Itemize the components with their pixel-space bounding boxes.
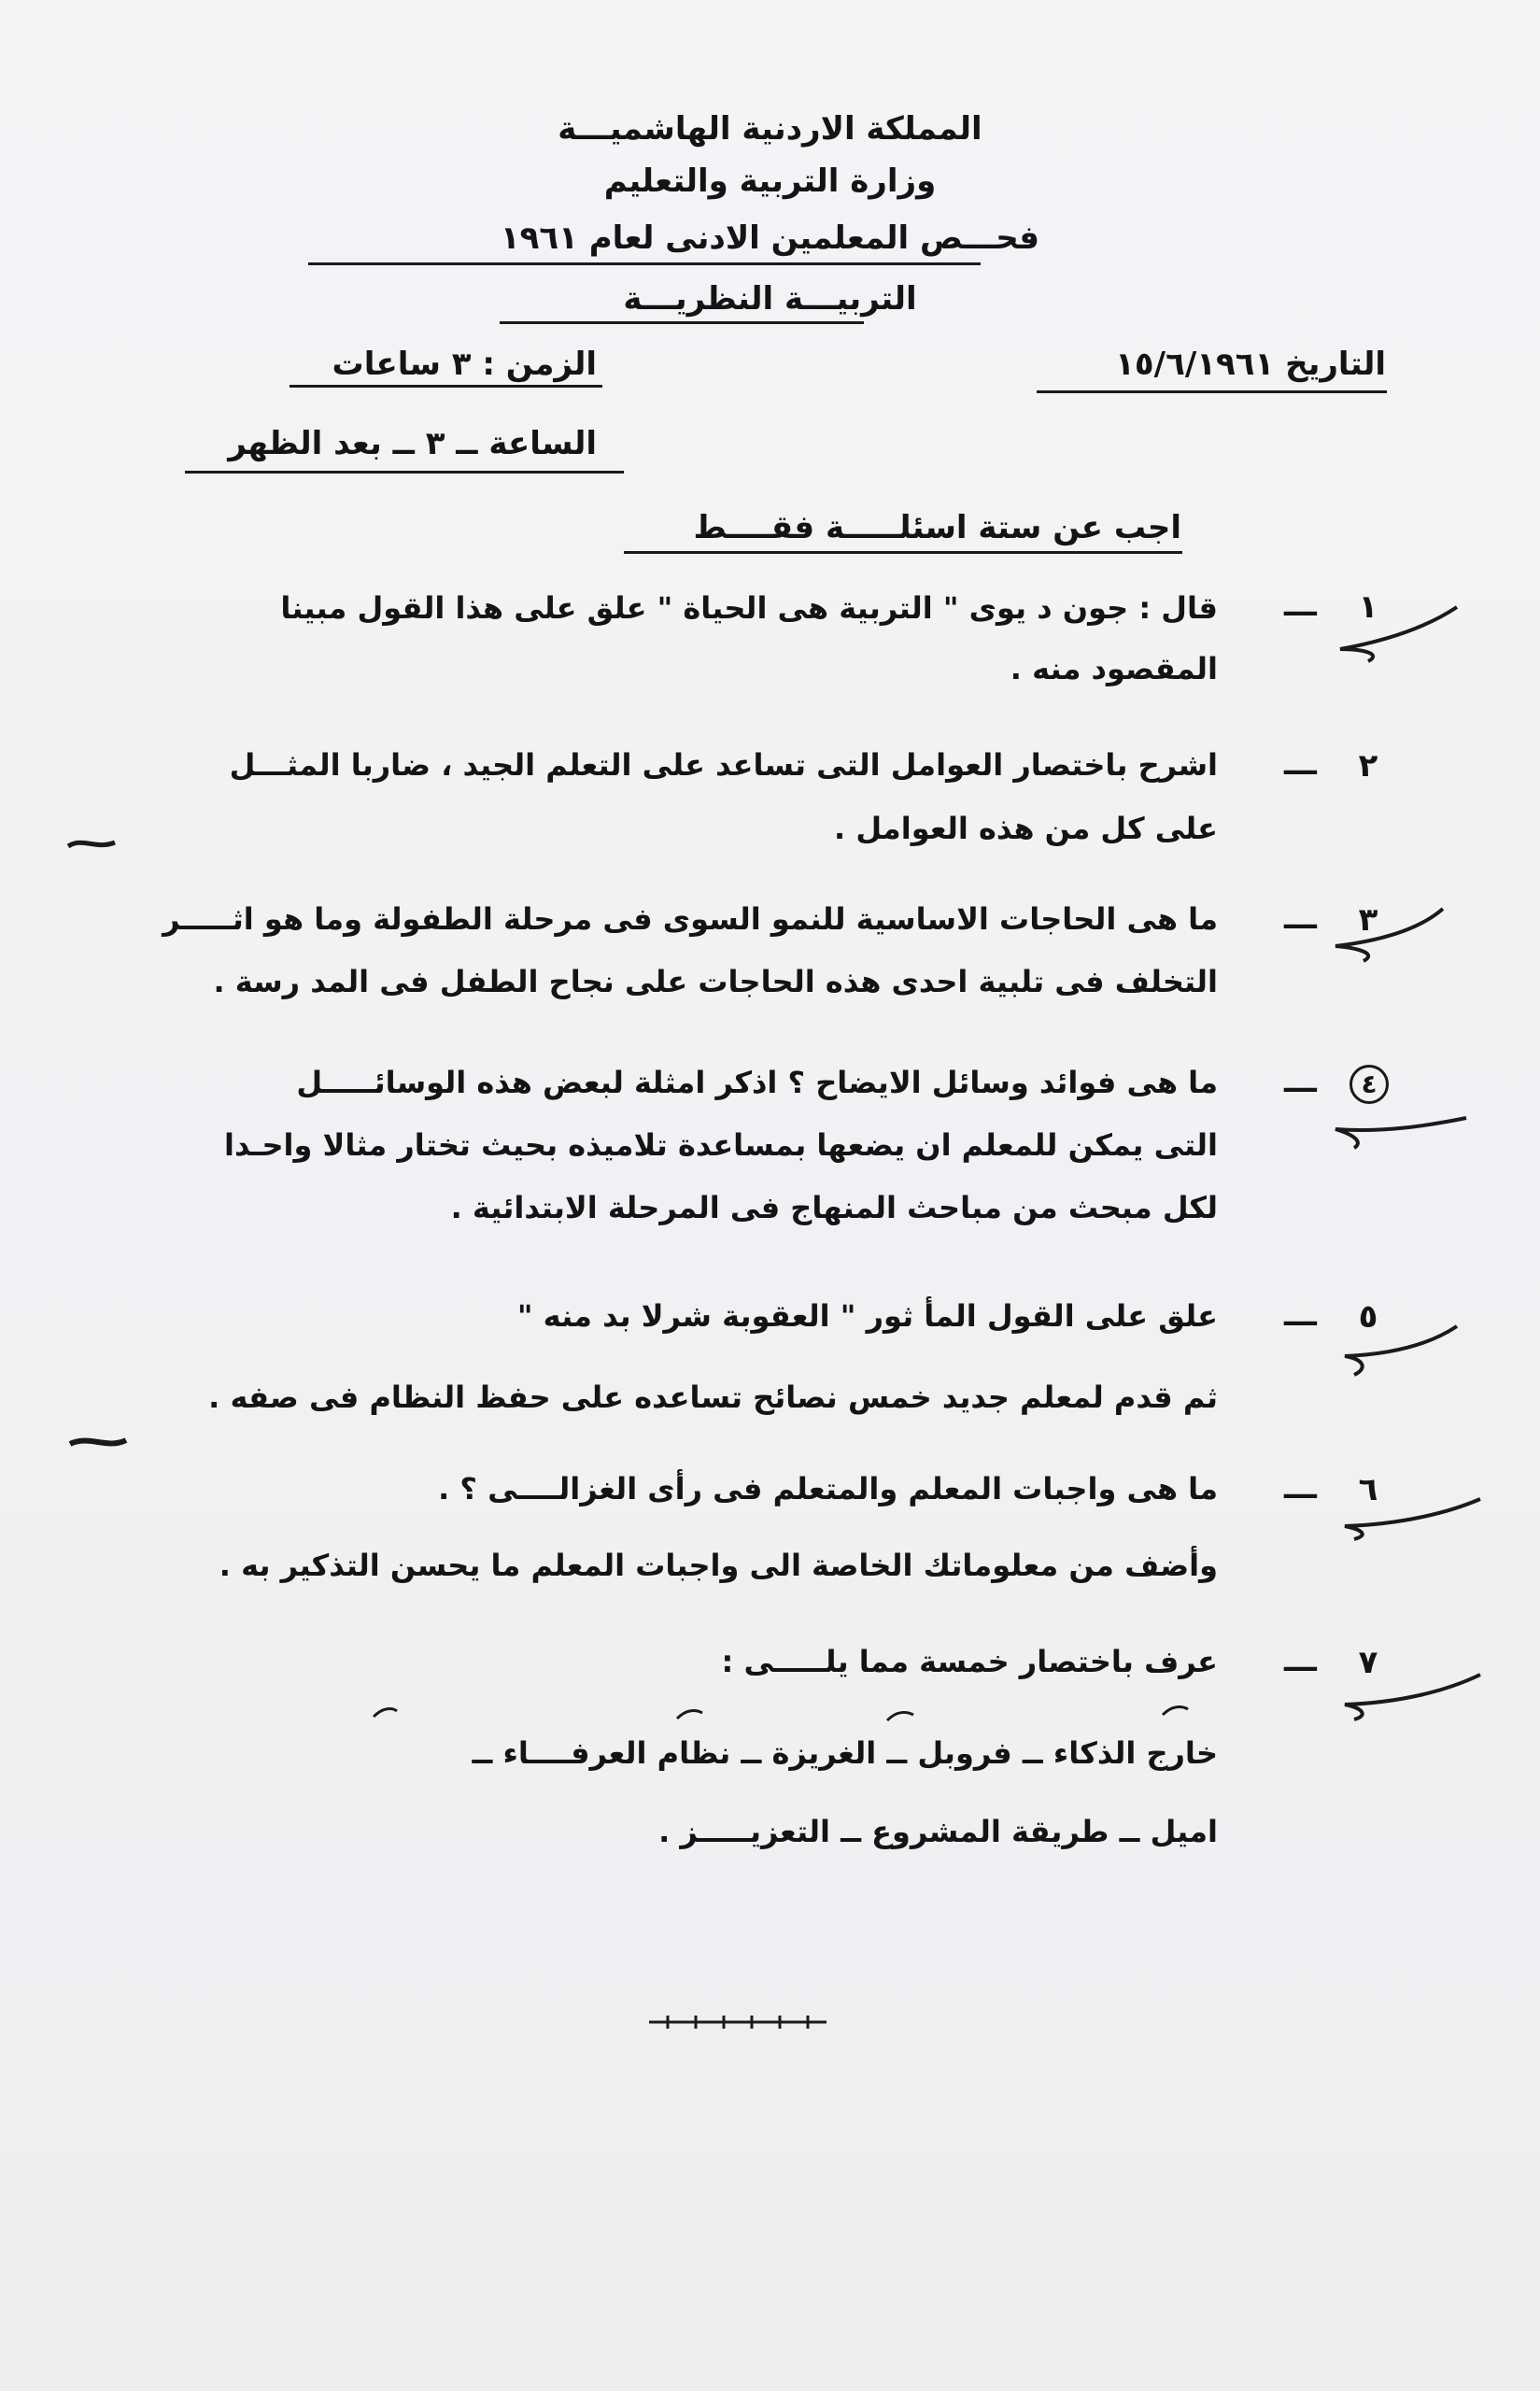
question-5-line-2: ثم قدم لمعلم جديد خمس نصائح تساعده على حفظ النظام فى صفه . [208,1379,1218,1415]
question-number-4: ٤ [1349,1065,1389,1104]
question-number-3: ٣ [1358,901,1378,939]
question-2-line-1: اشرح باختصار العوامل التى تساعد على التعلم الجيد ، ضاربا المثـــل [229,747,1218,783]
question-dash: ـــ [1284,899,1317,937]
handwritten-tick-marks [364,1698,1205,1735]
question-4-line-1: ما هى فوائد وسائل الايضاح ؟ اذكر امثلة لبعض هذه الوسائـــــل [296,1065,1218,1100]
question-dash: ـــ [1284,745,1317,783]
instruction: اجب عن ستة اسئلـــــة فقــــط [693,509,1181,546]
date-underline [1037,390,1387,393]
question-7-line-3: اميل ــ طريقة المشروع ــ التعزيـــــز . [658,1814,1218,1849]
question-6-line-1: ما هى واجبات المعلم والمتعلم فى رأى الغزالــــى ؟ . [438,1471,1218,1507]
time-underline [185,471,624,474]
duration-underline [290,385,602,388]
exam-title: فحـــص المعلمين الادنى لعام ١٩٦١ [500,219,1040,257]
handwritten-checkmark [1326,1308,1466,1382]
margin-pen-mark [65,1429,131,1457]
question-4-line-2: التى يمكن للمعلم ان يضعها بمساعدة تلاميذه بحيث تختار مثالا واحـدا [224,1127,1218,1163]
end-ornament [644,2008,831,2036]
question-1-line-1: قال : جون د يوى " التربية هى الحياة " علق على هذا القول مبينا [280,590,1218,626]
handwritten-checkmark [1326,1485,1490,1541]
exam-date: التاريخ ١٥/٦/١٩٦١ [1115,346,1386,383]
question-number-1: ١ [1358,588,1378,626]
question-3-line-1: ما هى الحاجات الاساسية للنمو السوى فى مرحلة الطفولة وما هو اثـــــر [162,901,1218,937]
question-7-line-1: عرف باختصار خمسة مما يلـــــى : [721,1644,1218,1679]
handwritten-checkmark [1326,1107,1476,1153]
question-4-line-3: لكل مبحث من مباحث المنهاج فى المرحلة الابتدائية . [450,1190,1218,1225]
handwritten-checkmark [1326,598,1466,663]
question-number-5: ٥ [1358,1298,1378,1336]
instruction-underline [624,551,1182,554]
exam-time: الساعة ــ ٣ ــ بعد الظهر [228,425,597,462]
question-3-line-2: التخلف فى تلبية احدى هذه الحاجات على نجاح الطفل فى المد رسة . [213,964,1218,999]
exam-title-underline [308,262,981,265]
margin-pen-mark [64,829,120,857]
question-1-line-2: المقصود منه . [1010,651,1218,686]
question-5-line-1: علق على القول المأ ثور " العقوبة شرلا بد منه " [516,1298,1218,1334]
question-dash: ـــ [1284,587,1317,624]
question-number-2: ٢ [1358,747,1378,785]
question-dash: ـــ [1284,1642,1317,1679]
question-7-line-2: خارج الذكاء ــ فروبل ــ الغريزة ــ نظام العرفــــاء ــ [472,1735,1218,1771]
question-dash: ـــ [1284,1469,1317,1507]
handwritten-checkmark [1326,901,1457,967]
question-dash: ـــ [1284,1296,1317,1334]
exam-duration: الزمن : ٣ ساعات [332,346,597,383]
ministry-title: وزارة التربية والتعليم [603,163,937,200]
question-number-6: ٦ [1358,1471,1378,1508]
question-6-line-2: وأضف من معلوماتك الخاصة الى واجبات المعلم ما يحسن التذكير به . [219,1548,1218,1583]
question-number-7: ٧ [1358,1644,1378,1681]
question-dash: ـــ [1284,1063,1317,1100]
handwritten-checkmark [1326,1658,1490,1723]
kingdom-title: المملكة الاردنية الهاشميـــة [558,110,982,148]
question-2-line-2: على كل من هذه العوامل . [834,811,1218,846]
subject-underline [500,321,864,324]
subject-title: التربيـــة النظريـــة [623,280,917,318]
